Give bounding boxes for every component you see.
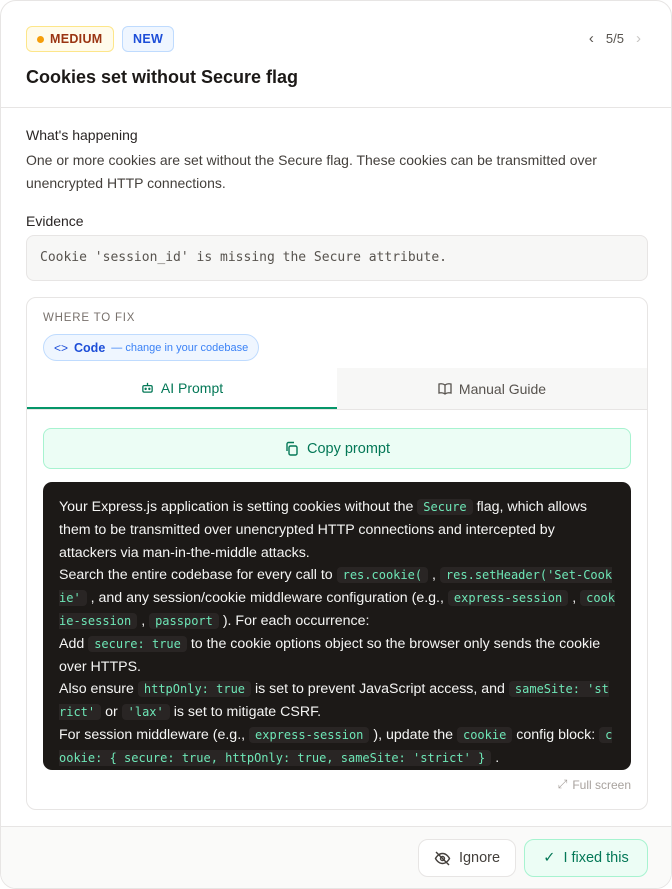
prompt-text: flag, which allows them to be transmitted over unencrypted HTTP connections and intercepted by attackers via man-in-the-middle attacks. <box>59 499 587 561</box>
inline-code: cookie <box>457 727 512 743</box>
location-name: Code <box>74 340 106 355</box>
tab-manual-guide[interactable] <box>337 368 647 409</box>
fix-tabs <box>27 368 647 410</box>
happening-label: What's happening <box>26 127 138 143</box>
inline-code: sameSite: 'strict' <box>59 682 609 720</box>
where-to-fix-panel <box>26 297 648 810</box>
copy-prompt-button[interactable] <box>43 428 631 469</box>
prompt-text: . <box>491 749 500 766</box>
prompt-text: ), update the <box>369 726 457 743</box>
status-badge: NEW <box>122 26 174 52</box>
evidence-box: Cookie 'session_id' is missing the Secure attribute. <box>26 235 648 281</box>
i-fixed-this-button[interactable] <box>524 839 648 877</box>
location-desc: — change in your codebase <box>111 341 249 354</box>
prev-chevron-icon[interactable]: ‹ <box>588 30 594 47</box>
prompt-text: Search the entire codebase for every call to <box>59 567 337 584</box>
code-icon: <> <box>54 340 69 355</box>
severity-dot-icon <box>37 36 44 43</box>
severity-label: MEDIUM <box>50 32 103 46</box>
prompt-paragraph <box>59 564 615 632</box>
inline-code: express-session <box>448 590 568 606</box>
inline-code: res.setHeader('Set-Cookie' <box>59 568 613 606</box>
check-icon: ✓ <box>543 850 556 866</box>
prompt-text: , <box>137 612 150 629</box>
inline-code: express-session <box>249 727 369 743</box>
full-screen-label: Full screen <box>572 777 631 792</box>
inline-code: passport <box>149 613 219 629</box>
tab-label: Manual Guide <box>458 380 547 397</box>
pager <box>589 30 641 47</box>
inline-code: Secure <box>417 499 472 515</box>
prompt-text: is set to mitigate CSRF. <box>169 704 322 721</box>
inline-code: cookie: { secure: true, httpOnly: true, sameSite: 'strict' } <box>59 727 613 765</box>
ignore-label: Ignore <box>458 850 501 866</box>
book-icon <box>438 382 452 395</box>
prompt-paragraph <box>59 633 615 679</box>
inline-code: res.cookie( <box>337 567 428 583</box>
prompt-text: For session middleware (e.g., <box>59 726 250 743</box>
prompt-text: , and any session/cookie middleware configuration (e.g., <box>86 590 448 607</box>
page-title: Cookies set without Secure flag <box>26 67 299 87</box>
next-chevron-icon[interactable]: › <box>636 30 641 47</box>
copy-label: Copy prompt <box>306 440 390 457</box>
pager-count: 5/5 <box>605 31 624 46</box>
inline-code: secure: true <box>88 636 187 652</box>
prompt-text: , <box>428 567 440 584</box>
prompt-paragraph <box>59 496 615 564</box>
location-pill <box>43 334 259 361</box>
prompt-text: config block: <box>512 726 600 743</box>
full-screen-button[interactable] <box>558 777 631 792</box>
robot-icon <box>141 381 154 394</box>
fixed-label: I fixed this <box>563 850 629 866</box>
evidence-label: Evidence <box>26 213 84 229</box>
footer <box>1 826 672 889</box>
prompt-text: Your Express.js application is setting cookies without the <box>59 499 418 515</box>
prompt-text: , <box>568 590 581 607</box>
prompt-text: Also ensure <box>59 681 138 698</box>
prompt-text: or <box>101 704 122 721</box>
prompt-text: to the cookie options object so the browser only sends the cookie over HTTPS. <box>59 635 601 675</box>
ignore-button[interactable] <box>418 839 516 877</box>
tab-label: AI Prompt <box>160 379 224 396</box>
inline-code: httpOnly: true <box>138 681 251 697</box>
inline-code: cookie-session <box>59 591 615 628</box>
where-to-fix-label: WHERE TO FIX <box>43 312 136 324</box>
expand-icon: ⤢ <box>557 777 568 791</box>
prompt-text: Add <box>59 635 89 652</box>
copy-icon <box>284 441 299 456</box>
finding-header <box>1 1 671 108</box>
happening-text: One or more cookies are set without the Secure flag. These cookies can be transmitted over unencrypted HTTP connections. <box>26 152 597 191</box>
eye-off-icon <box>434 851 451 866</box>
tab-ai-prompt[interactable] <box>27 368 337 409</box>
prompt-text: is set to prevent JavaScript access, and <box>251 681 509 698</box>
prompt-paragraph <box>59 678 615 724</box>
prompt-text: ). For each occurrence: <box>218 612 370 629</box>
prompt-paragraph <box>59 724 615 770</box>
inline-code: 'lax' <box>122 704 170 720</box>
ai-prompt-text <box>43 482 631 770</box>
severity-badge <box>26 26 114 52</box>
